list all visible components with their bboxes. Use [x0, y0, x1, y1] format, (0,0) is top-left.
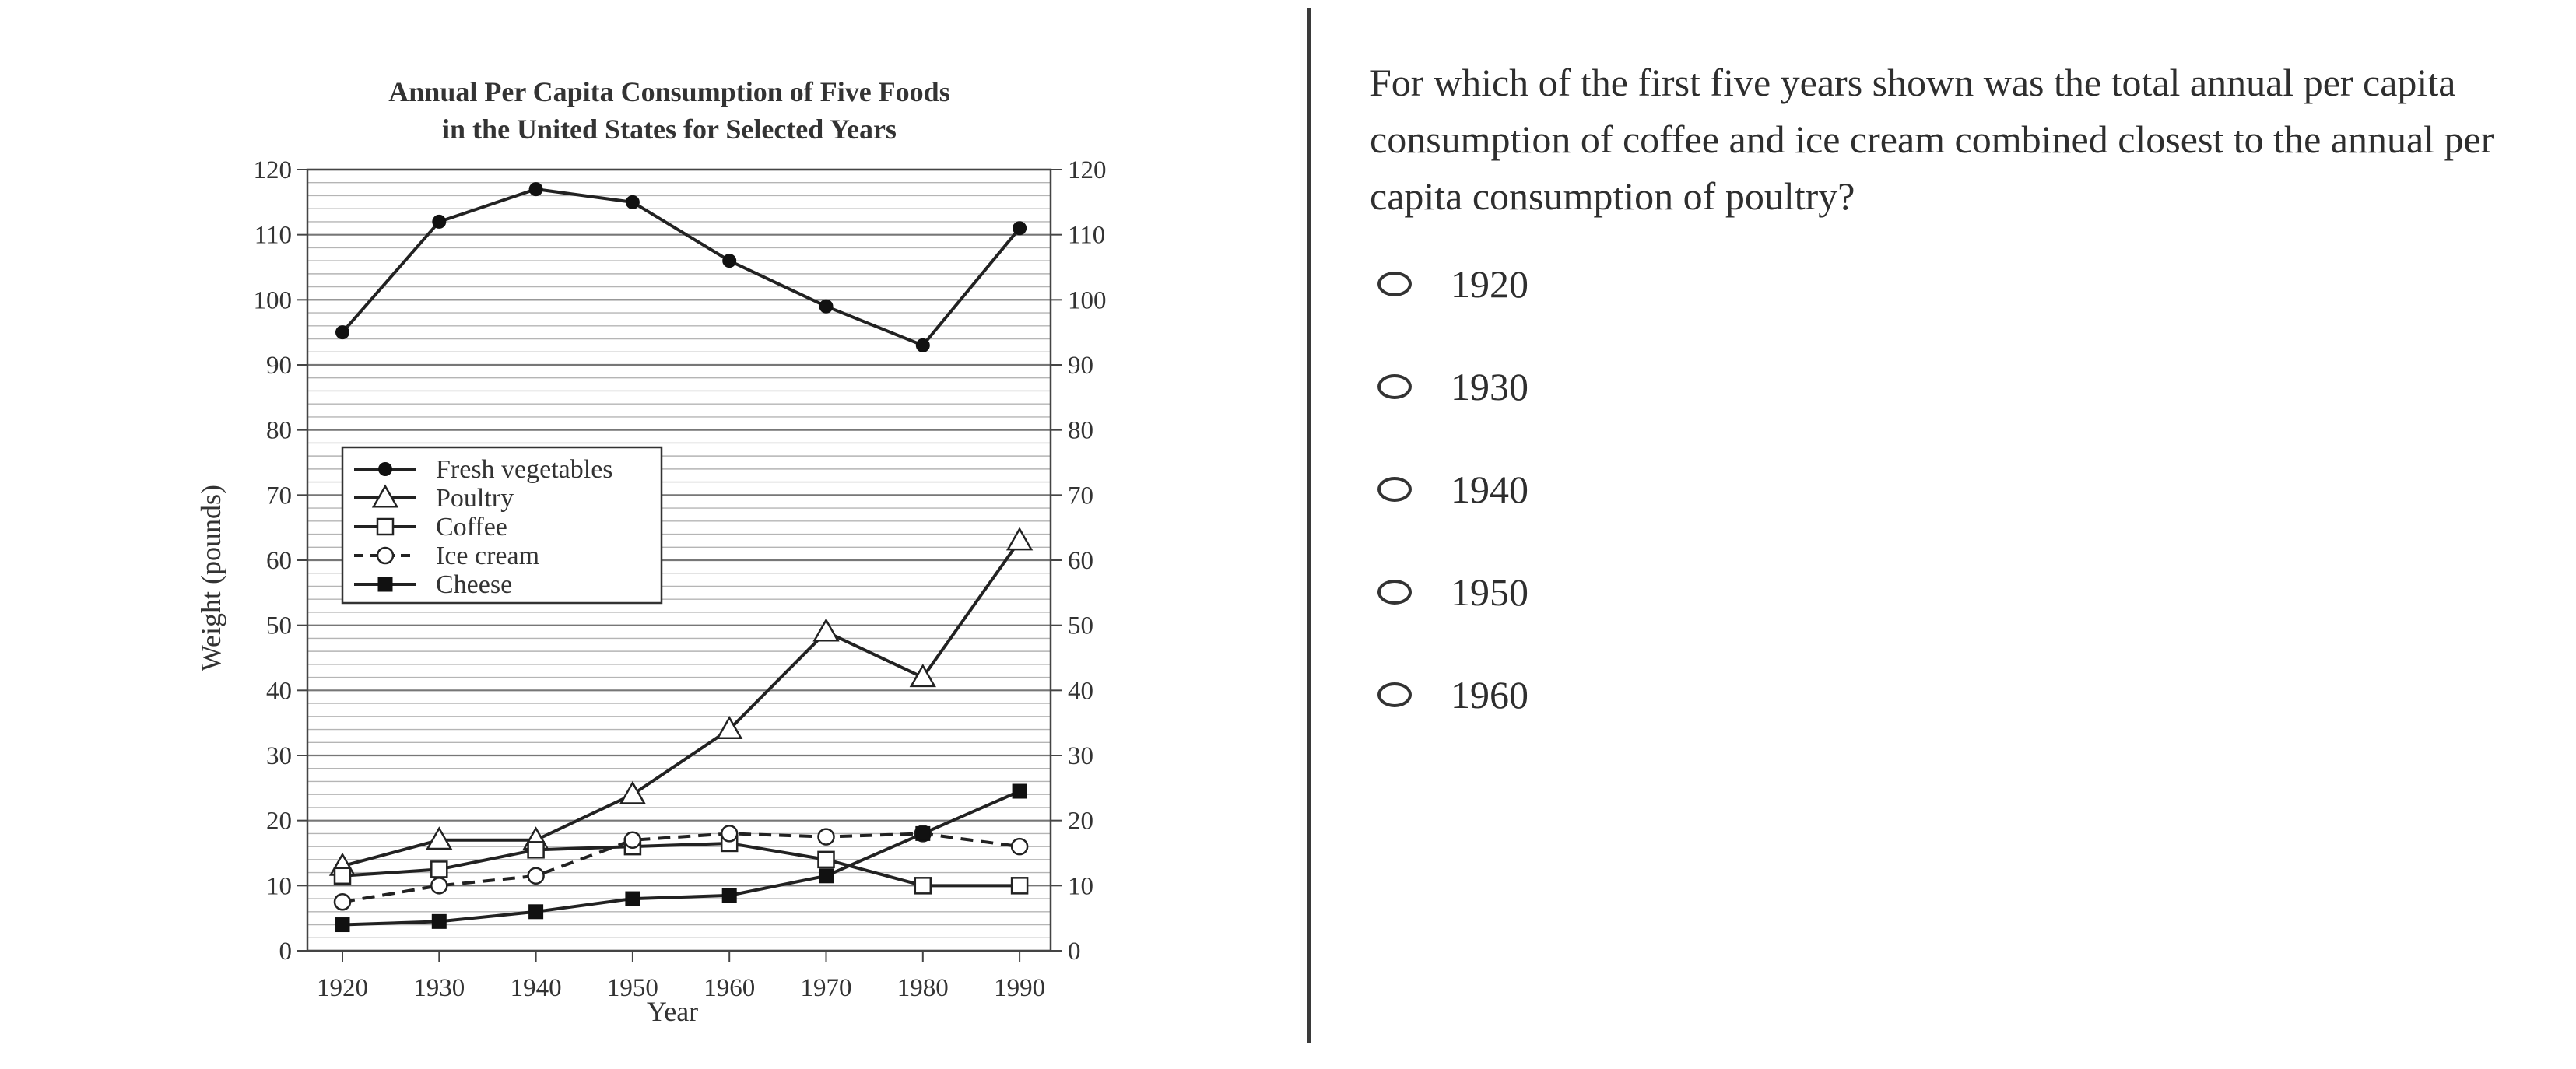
cheese-point — [432, 914, 446, 928]
y-tick-label-right: 50 — [1068, 612, 1093, 640]
cheese-point — [819, 869, 834, 883]
radio-button[interactable] — [1377, 580, 1412, 605]
y-tick-label-left: 70 — [266, 482, 292, 510]
cheese-point — [335, 918, 349, 932]
poultry-point — [911, 666, 935, 686]
fresh-vegetables-point — [1013, 222, 1026, 234]
x-tick-label: 1990 — [994, 974, 1046, 1002]
y-tick-label-right: 40 — [1068, 677, 1093, 706]
choice-1940[interactable] — [1370, 438, 2522, 541]
choice-1920[interactable] — [1370, 233, 2522, 335]
coffee-point — [431, 861, 447, 877]
choice-label: 1950 — [1451, 570, 1528, 614]
legend-label-poultry: Poultry — [436, 484, 514, 513]
x-tick-label: 1930 — [413, 974, 465, 1002]
y-tick-label-left: 100 — [253, 286, 292, 315]
x-tick-label: 1920 — [317, 974, 368, 1002]
y-tick-label-right: 60 — [1068, 547, 1093, 575]
cheese-line — [342, 791, 1020, 925]
chart-title: Annual Per Capita Consumption of Five Foods — [388, 76, 950, 107]
y-tick-label-left: 120 — [253, 156, 292, 184]
question-panel — [1370, 54, 2522, 746]
fresh-vegetables-point — [820, 300, 833, 313]
poultry-point — [1008, 529, 1031, 549]
choice-1930[interactable] — [1370, 335, 2522, 438]
y-tick-label-left: 60 — [266, 547, 292, 575]
legend-marker-ice-cream — [377, 548, 393, 563]
cheese-point — [1013, 784, 1027, 798]
radio-button[interactable] — [1377, 682, 1412, 707]
x-tick-label: 1960 — [704, 974, 756, 1002]
choice-label: 1930 — [1451, 365, 1528, 408]
y-tick-label-right: 100 — [1068, 286, 1107, 315]
radio-button[interactable] — [1377, 272, 1412, 296]
question-text: For which of the first five years shown was the total annual per capita consumption of coffee and ice cream combined closest to the annual per capita consumption of poultry? — [1370, 61, 2494, 218]
fresh-vegetables-line — [342, 189, 1020, 345]
legend-label-ice-cream: Ice cream — [436, 542, 540, 570]
y-tick-label-left: 80 — [266, 416, 292, 445]
cheese-point — [626, 892, 640, 906]
y-tick-label-left: 110 — [254, 221, 292, 250]
fresh-vegetables-point — [530, 183, 542, 195]
cheese-point — [529, 905, 543, 919]
coffee-point — [1012, 878, 1027, 893]
pane-divider — [1307, 8, 1311, 1043]
coffee-point — [915, 878, 931, 893]
legend-marker-fresh-vegetables — [379, 463, 391, 475]
fresh-vegetables-point — [433, 216, 445, 228]
y-tick-label-right: 0 — [1068, 938, 1081, 966]
y-tick-label-right: 120 — [1068, 156, 1107, 184]
ice-cream-point — [335, 894, 350, 910]
legend-marker-cheese — [378, 577, 392, 591]
y-axis-label: Weight (pounds) — [195, 484, 226, 672]
x-axis-label: Year — [646, 996, 699, 1027]
ice-cream-point — [625, 832, 640, 848]
ice-cream-point — [1012, 839, 1027, 854]
y-tick-label-right: 20 — [1068, 807, 1093, 836]
radio-button[interactable] — [1377, 477, 1412, 502]
radio-button[interactable] — [1377, 374, 1412, 399]
y-tick-label-left: 0 — [279, 938, 292, 966]
coffee-point — [335, 868, 350, 884]
fresh-vegetables-point — [336, 326, 349, 338]
x-tick-label: 1940 — [510, 974, 562, 1002]
ice-cream-point — [819, 829, 834, 845]
poultry-point — [621, 783, 644, 803]
legend-label-cheese: Cheese — [436, 570, 513, 599]
y-tick-label-left: 40 — [266, 677, 292, 706]
x-tick-label: 1970 — [800, 974, 852, 1002]
choice-1950[interactable] — [1370, 541, 2522, 643]
cheese-point — [722, 888, 736, 903]
legend-marker-coffee — [377, 519, 393, 534]
choice-label: 1960 — [1451, 673, 1528, 717]
y-tick-label-left: 50 — [266, 612, 292, 640]
cheese-point — [916, 826, 930, 840]
y-tick-label-right: 70 — [1068, 482, 1093, 510]
ice-cream-point — [721, 825, 737, 841]
y-tick-label-left: 30 — [266, 742, 292, 770]
poultry-point — [815, 620, 838, 640]
y-tick-label-left: 90 — [266, 352, 292, 380]
chart-subtitle: in the United States for Selected Years — [442, 114, 897, 145]
coffee-point — [528, 842, 544, 857]
y-tick-label-right: 90 — [1068, 352, 1093, 380]
legend-label-fresh-vegetables: Fresh vegetables — [436, 455, 613, 484]
y-tick-label-right: 110 — [1068, 221, 1106, 250]
legend-label-coffee: Coffee — [436, 513, 507, 542]
choice-label: 1920 — [1451, 262, 1528, 306]
coffee-point — [819, 852, 834, 867]
fresh-vegetables-point — [723, 254, 735, 267]
x-tick-label: 1950 — [606, 974, 658, 1002]
x-tick-label: 1980 — [897, 974, 949, 1002]
y-tick-label-right: 80 — [1068, 416, 1093, 445]
y-tick-label-left: 10 — [266, 872, 292, 901]
y-tick-label-right: 10 — [1068, 872, 1093, 901]
choice-1960[interactable] — [1370, 643, 2522, 746]
y-tick-label-left: 20 — [266, 807, 292, 836]
answer-choices — [1370, 233, 2522, 746]
ice-cream-point — [528, 868, 544, 884]
y-tick-label-right: 30 — [1068, 742, 1093, 770]
fresh-vegetables-point — [917, 339, 929, 352]
ice-cream-point — [431, 878, 447, 893]
fresh-vegetables-point — [626, 196, 639, 209]
choice-label: 1940 — [1451, 468, 1528, 511]
